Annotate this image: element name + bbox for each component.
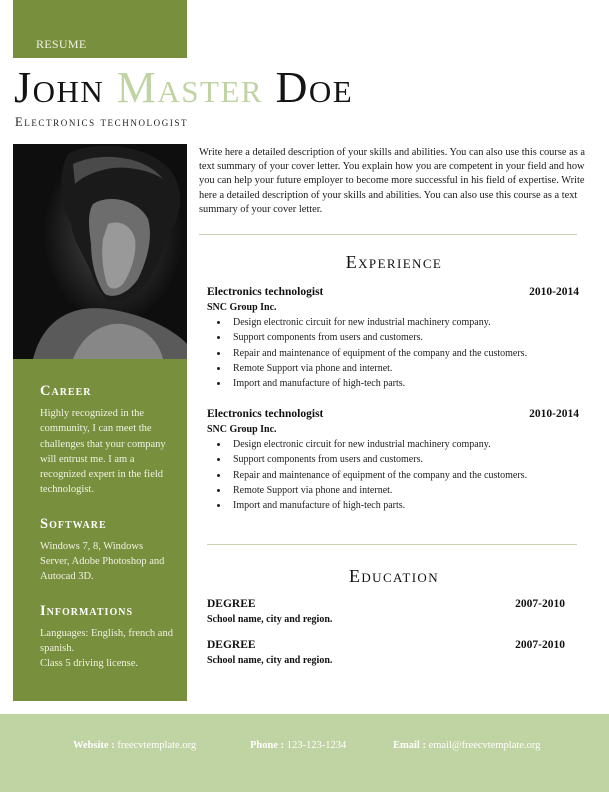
languages-line: Languages: English, french and spanish. — [40, 627, 173, 654]
footer-email — [393, 740, 540, 751]
resume-tag: RESUME — [13, 0, 187, 58]
website-label: Website : — [73, 740, 115, 751]
duty-item: • Repair and maintenance of equipment of the company and the customers. — [229, 468, 579, 483]
duty-item: • Import and manufacture of high-tech parts. — [229, 376, 579, 391]
software-heading: Software — [40, 515, 107, 532]
career-text: Highly recognized in the community, I can meet the challenges that your company will entrust me. I am a recognized expert in the field technologist. — [40, 408, 166, 496]
phone-number: 123-123-1234 — [286, 740, 347, 751]
company-name: SNC Group Inc. — [207, 302, 277, 313]
career-heading: Career — [40, 383, 92, 399]
duty-item: • Support components from users and customers. — [229, 452, 579, 467]
divider — [199, 234, 577, 235]
job-years: 2010-2014 — [529, 286, 579, 298]
education-heading: Education — [348, 566, 440, 586]
email-link[interactable]: email@freecvtemplate.org — [428, 740, 541, 751]
company-name: SNC Group Inc. — [207, 424, 277, 435]
duty-item: • Remote Support via phone and internet. — [229, 361, 579, 376]
footer-website — [73, 740, 196, 751]
divider — [207, 544, 577, 545]
duty-item: • Design electronic circuit for new industrial machinery company. — [229, 315, 579, 330]
name-middle: Master — [116, 63, 264, 112]
profile-photo — [13, 144, 187, 359]
phone-label: Phone : — [250, 740, 285, 751]
degree-years: 2007-2010 — [515, 598, 565, 610]
name-first: John — [14, 63, 105, 112]
school-text: School name, city and region. — [207, 655, 333, 666]
degree-text: DEGREE — [207, 598, 256, 610]
name-last: Doe — [275, 63, 354, 112]
footer-phone — [250, 740, 346, 751]
informations-heading: Informations — [40, 602, 134, 619]
footer — [0, 714, 609, 792]
job-title: Electronics technologist — [15, 115, 189, 129]
degree-text: DEGREE — [207, 639, 256, 651]
sidebar — [13, 359, 187, 701]
website-link[interactable]: freecvtemplate.org — [117, 740, 197, 751]
education-entry — [207, 598, 565, 625]
duty-item: • Repair and maintenance of equipment of the company and the customers. — [229, 346, 579, 361]
job-title-text: Electronics technologist — [207, 408, 324, 420]
duty-item: • Import and manufacture of high-tech parts. — [229, 498, 579, 513]
education-entry — [207, 639, 565, 666]
job-entry — [207, 286, 579, 391]
software-text: Windows 7, 8, Windows Server, Adobe Photoshop and Autocad 3D. — [40, 540, 165, 583]
job-entry — [207, 408, 579, 513]
experience-heading: Experience — [345, 252, 443, 272]
duty-item: • Support components from users and customers. — [229, 330, 579, 345]
informations-text — [40, 626, 173, 672]
intro-text: Write here a detailed description of your skills and abilities. You can also use this course as a text summary of your cover letter. You explain how you are competent in your field and how you can help your future employer to become more successful in his field of expertise. Write here a detailed description of your skills and abilities. You can also use this course as a text summary of your cover letter. — [199, 147, 585, 215]
duty-item: • Design electronic circuit for new industrial machinery company. — [229, 437, 579, 452]
duty-list — [207, 437, 579, 513]
degree-years: 2007-2010 — [515, 639, 565, 651]
email-label: Email : — [393, 740, 426, 751]
duty-list — [207, 315, 579, 391]
job-title-text: Electronics technologist — [207, 286, 324, 298]
job-years: 2010-2014 — [529, 408, 579, 420]
license-line: Class 5 driving license. — [40, 658, 138, 670]
school-text: School name, city and region. — [207, 614, 333, 625]
candidate-name — [14, 64, 353, 112]
duty-item: • Remote Support via phone and internet. — [229, 483, 579, 498]
